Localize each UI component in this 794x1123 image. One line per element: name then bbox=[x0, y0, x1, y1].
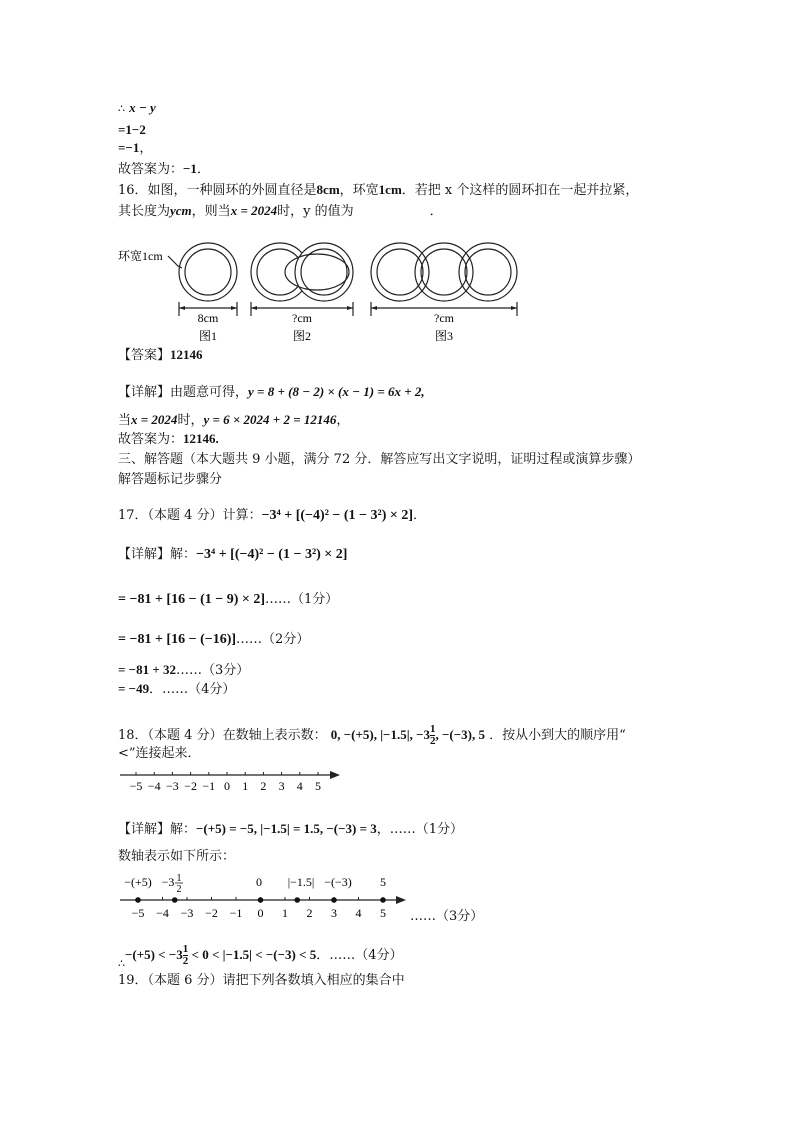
label-five: 5 bbox=[380, 875, 386, 889]
q16-line1: 16．如图，一种圆环的外圆直径是8cm，环宽1cm．若把 x 个这样的圆环扣在一起并拉紧， bbox=[118, 182, 639, 198]
ring-fig1-outer bbox=[179, 243, 237, 301]
ring-fig3-2-inner bbox=[421, 249, 467, 295]
label-neg-pos5: −(+5) bbox=[124, 875, 152, 889]
solution-tick-label: −4 bbox=[156, 906, 169, 920]
ring-fig3-3-outer bbox=[459, 243, 517, 301]
ring-fig3-3-inner bbox=[465, 249, 511, 295]
step-2: =−1， bbox=[118, 140, 153, 156]
q17-step4: = −49．……（4分） bbox=[118, 681, 236, 697]
solution-point bbox=[135, 897, 141, 903]
q17-prompt: 17．（本题 4 分）计算：−3⁴ + [(−4)² − (1 − 3²) × 2]． bbox=[118, 508, 427, 523]
solution-point bbox=[380, 897, 386, 903]
ring-fig1-inner bbox=[185, 249, 231, 295]
fig3-dim: ?cm bbox=[434, 311, 454, 325]
solution-tick-label: 5 bbox=[380, 906, 386, 920]
therefore-symbol: ∴ x − y bbox=[118, 100, 156, 115]
blank-tick-label: 5 bbox=[315, 779, 321, 793]
label-frac-den: 2 bbox=[176, 884, 182, 895]
ring-fig2-right-outer bbox=[295, 243, 353, 301]
q18-prompt2: <”连接起来． bbox=[118, 746, 201, 761]
blank-tick-label: 0 bbox=[224, 779, 230, 793]
q18-axis-intro: 数轴表示如下所示： bbox=[118, 849, 236, 864]
label-neg3: −3 bbox=[161, 875, 175, 889]
q18-prompt: 18．（本题 4 分）在数轴上表示数： 0, −(+5), |−1.5|, −3 $\frac{1}{2}$ , −(−3), 5 ．按从小到大的顺序用“ bbox=[118, 723, 626, 747]
ring-fig3-2-outer bbox=[415, 243, 473, 301]
step-1: =1−2 bbox=[118, 122, 146, 137]
fig2-caption: 图2 bbox=[292, 329, 312, 343]
number-line-blank bbox=[118, 768, 348, 794]
expr-x-minus-y: x − y bbox=[129, 100, 156, 115]
q17-step1: = −81 + [16 − (1 − 9) × 2]……（1分） bbox=[118, 592, 339, 607]
fig1-dim: 8cm bbox=[197, 311, 219, 325]
section3-heading: 三、解答题（本大题共 9 小题，满分 72 分．解答应写出文字说明，证明过程或演算步骤） bbox=[118, 452, 641, 467]
blank-tick-label: −3 bbox=[166, 779, 179, 793]
ring-fig3-1-inner bbox=[377, 249, 423, 295]
solution-tick-label: −2 bbox=[205, 906, 218, 920]
solution-tick-label: 1 bbox=[282, 906, 288, 920]
fig2-dim: ?cm bbox=[292, 311, 312, 325]
q17-step2: = −81 + [16 − (−16)]……（2分） bbox=[118, 632, 310, 647]
solution-tick-label: 3 bbox=[331, 906, 337, 920]
q18-order: $_\therefore$−(+5) < −3 $\frac{1}{2}$ < 0 < |−1.5| < −(−3) < 5．……（4分） bbox=[118, 943, 403, 970]
solution-point bbox=[172, 897, 178, 903]
solution-tick-label: 0 bbox=[257, 906, 264, 920]
solution-point bbox=[331, 897, 337, 903]
solution-point bbox=[294, 897, 300, 903]
q16-final: 故答案为：12146. bbox=[118, 431, 219, 447]
q16-when: 当x = 2024时，y = 6 × 2024 + 2 = 12146， bbox=[118, 412, 350, 428]
q19-prompt: 19．（本题 6 分）请把下列各数填入相应的集合中 bbox=[118, 973, 405, 988]
label-neg-neg3: −(−3) bbox=[324, 875, 352, 889]
blank-tick-label: −4 bbox=[147, 779, 161, 793]
blank-tick-label: −5 bbox=[129, 779, 143, 793]
blank-tick-label: 2 bbox=[260, 779, 267, 793]
rings-figure bbox=[112, 236, 532, 344]
solution-tick-label: −3 bbox=[180, 906, 194, 920]
solution-tick-label: −1 bbox=[229, 906, 243, 920]
q17-step3: = −81 + 32……（3分） bbox=[118, 662, 250, 678]
blank-tick-label: −2 bbox=[184, 779, 197, 793]
label-abs: |−1.5| bbox=[287, 875, 315, 889]
solution-tick-label: 4 bbox=[355, 906, 362, 920]
q16-line2: 其长度为ycm，则当x = 2024时，y 的值为 ． bbox=[118, 203, 443, 219]
blank-tick-label: 4 bbox=[296, 779, 303, 793]
q18-detail: 【详解】解：−(+5) = −5, |−1.5| = 1.5, −(−3) = 3，……（1分） bbox=[118, 821, 464, 837]
prev-answer: 故答案为：−1． bbox=[118, 161, 210, 177]
fig1-caption: 图1 bbox=[198, 329, 218, 343]
solution-tick-label: 2 bbox=[306, 906, 313, 920]
solution-point bbox=[258, 897, 264, 903]
number-line-solution bbox=[118, 870, 418, 922]
q17-detail: 【详解】解：−3⁴ + [(−4)² − (1 − 3²) × 2] bbox=[118, 547, 348, 562]
q16-answer: 【答案】12146 bbox=[118, 347, 203, 363]
label-frac-num: 1 bbox=[176, 873, 182, 884]
section3-subheading: 解答题标记步骤分 bbox=[118, 472, 223, 487]
blank-tick-label: 3 bbox=[278, 779, 285, 793]
solution-tick-label: −5 bbox=[131, 906, 145, 920]
q18-axis-pts: ……（3分） bbox=[410, 909, 484, 924]
q16-detail: 【详解】由题意可得，y = 8 + (8 − 2) × (x − 1) = 6x + 2, bbox=[118, 384, 425, 400]
ring-fig3-1-outer bbox=[371, 243, 429, 301]
ring-width-label: 环宽1cm bbox=[118, 249, 163, 263]
label-zero: 0 bbox=[256, 875, 262, 889]
blank-tick-label: −1 bbox=[202, 779, 216, 793]
blank-tick-label: 1 bbox=[242, 779, 249, 793]
fig3-caption: 图3 bbox=[434, 329, 454, 343]
